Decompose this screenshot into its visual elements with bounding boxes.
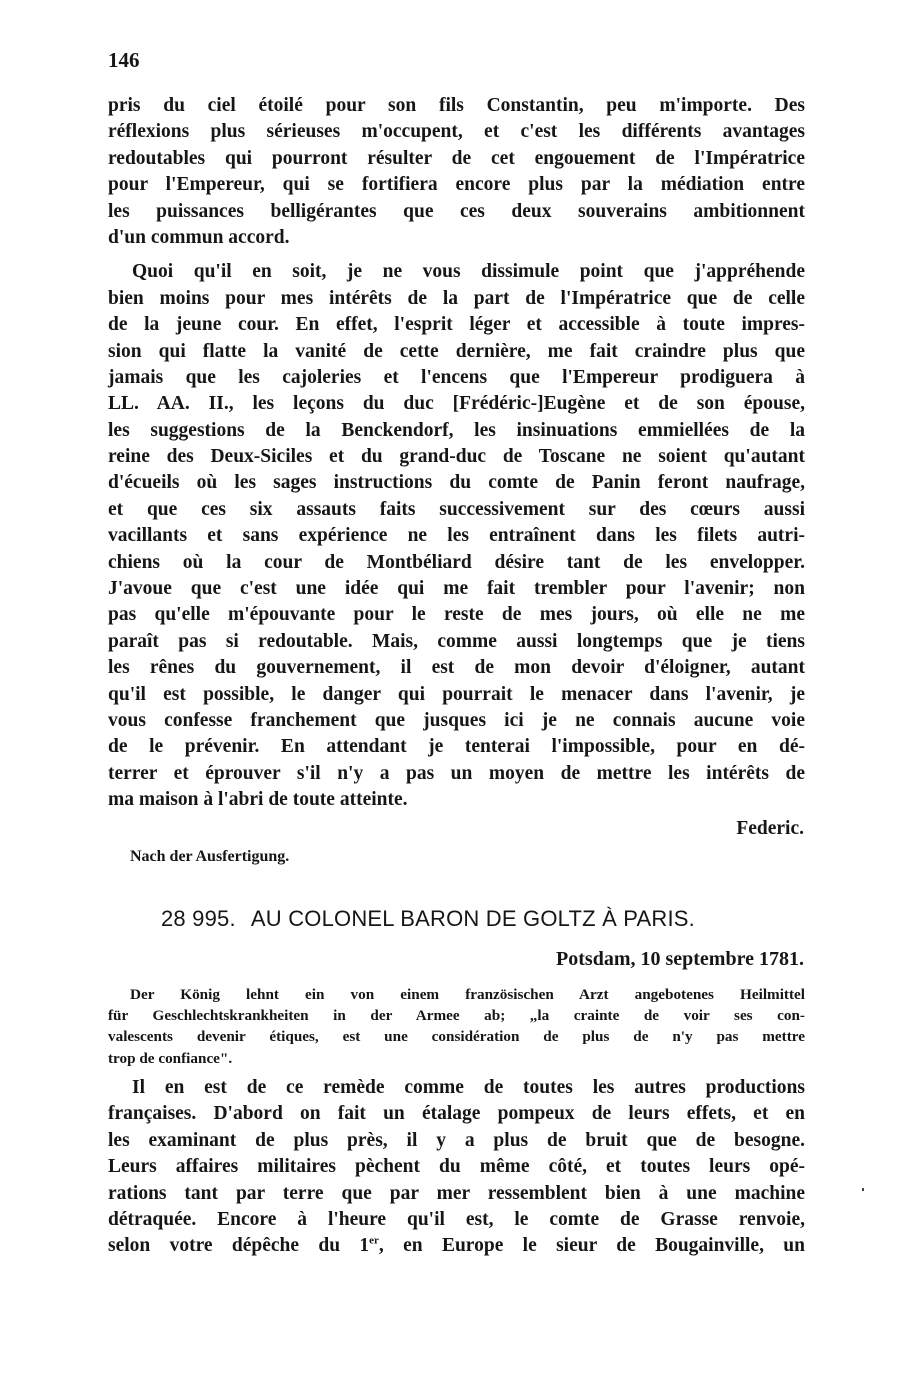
text-line: de la jeune cour. En effet, l'esprit léger et accessible à toute impres- — [108, 314, 805, 336]
document-number: 28 995. — [161, 906, 236, 931]
letter-2-body — [108, 1075, 805, 1260]
text-line: ma maison à l'abri de toute atteinte. — [108, 789, 408, 811]
summary-line: für Geschlechtskrankheiten in der Armee ab; „la crainte de voir ses con- — [108, 1007, 805, 1025]
superscript: er — [369, 1234, 379, 1247]
text-line: sion qui flatte la vanité de cette dernière, me fait craindre plus que — [108, 340, 805, 362]
signature: Federic. — [736, 818, 804, 839]
text-line: redoutables qui pourront résulter de cet engouement de l'Impératrice — [108, 147, 805, 169]
text-line: jamais que les cajoleries et l'encens que l'Empereur prodiguera à — [108, 366, 805, 388]
summary-line: valescents devenir étiques, est une considération de plus de n'y pas mettre — [108, 1028, 805, 1046]
letter-body — [108, 93, 805, 814]
paragraph-2 — [108, 259, 805, 813]
text-line: qu'il est possible, le danger qui pourrait le menacer dans l'avenir, je — [108, 683, 805, 705]
text-line — [108, 1233, 805, 1259]
document-title: AU COLONEL BARON DE GOLTZ À PARIS. — [250, 906, 695, 931]
text-line: Leurs affaires militaires pèchent du même côté, et toutes leurs opé- — [108, 1156, 805, 1178]
text-line: pour l'Empereur, qui se fortifiera encore plus par la médiation entre — [108, 174, 805, 196]
text-line: les examinant de plus près, il y a plus de bruit que de besogne. — [108, 1129, 805, 1151]
dateline: Potsdam, 10 septembre 1781. — [556, 948, 804, 970]
text-line: rations tant par terre que par mer ressemblent bien à une machine — [108, 1182, 805, 1204]
text-line: Quoi qu'il en soit, je ne vous dissimule point que j'appréhende — [132, 261, 805, 283]
text-line: pris du ciel étoilé pour son fils Constantin, peu m'importe. Des — [108, 95, 805, 116]
text-line: vacillants et sans expérience ne les entraînent dans les filets autri- — [108, 525, 805, 547]
page-number: 146 — [108, 48, 140, 72]
paragraph-1 — [108, 93, 805, 251]
text-line: reine des Deux-Siciles et du grand-duc de Toscane ne soient qu'autant — [108, 446, 805, 468]
text-line: terrer et éprouver s'il n'y a pas un moyen de mettre les intérêts de — [108, 762, 805, 784]
text-line: paraît pas si redoutable. Mais, comme aussi longtemps que je tiens — [108, 630, 805, 652]
text-line: bien moins pour mes intérêts de la part de l'Impératrice que de celle — [108, 287, 805, 309]
text-fragment: selon votre dépêche du 1 — [108, 1235, 370, 1257]
source-note: Nach der Ausfertigung. — [130, 848, 290, 865]
text-line: les rênes du gouvernement, il est de mon devoir d'éloigner, autant — [108, 657, 805, 679]
text-line: françaises. D'abord on fait un étalage pompeux de leurs effets, et en — [108, 1103, 805, 1125]
text-line: d'un commun accord. — [108, 226, 290, 248]
text-line: chiens où la cour de Montbéliard désire tant de les envelopper. — [108, 551, 805, 573]
text-fragment: , en Europe le sieur de Bougainville, un — [378, 1235, 805, 1257]
summary-line: Der König lehnt ein von einem französischen Arzt angebotenes Heilmittel — [130, 986, 805, 1003]
text-line: d'écueils où les sages instructions du comte de Panin feront naufrage, — [108, 472, 805, 494]
margin-speck — [862, 1188, 864, 1191]
text-line: de le prévenir. En attendant je tenterai l'impossible, pour en dé- — [108, 736, 805, 758]
text-line: les suggestions de la Benckendorf, les insinuations emmiellées de la — [108, 419, 805, 441]
text-line: détraquée. Encore à l'heure qu'il est, le comte de Grasse renvoie, — [108, 1208, 805, 1230]
summary — [108, 984, 805, 1069]
text-line: et que ces six assauts faits successivement sur des cœurs aussi — [108, 498, 805, 520]
text-line: LL. AA. II., les leçons du duc [Frédéric-]Eugène et de son épouse, — [108, 393, 805, 415]
summary-line: trop de confiance". — [108, 1049, 233, 1067]
text-line: Il en est de ce remède comme de toutes les autres productions — [132, 1077, 805, 1098]
text-line: J'avoue que c'est une idée qui me fait trembler pour l'avenir; non — [108, 578, 805, 600]
text-line: les puissances belligérantes que ces deux souverains ambitionnent — [108, 200, 805, 222]
text-line: réflexions plus sérieuses m'occupent, et c'est les différents avantages — [108, 121, 805, 143]
text-line: pas qu'elle m'épouvante pour le reste de mes jours, où elle ne me — [108, 604, 805, 626]
text-line: vous confesse franchement que jusques ici je ne connais aucune voie — [108, 709, 805, 731]
letter-heading — [161, 906, 695, 932]
